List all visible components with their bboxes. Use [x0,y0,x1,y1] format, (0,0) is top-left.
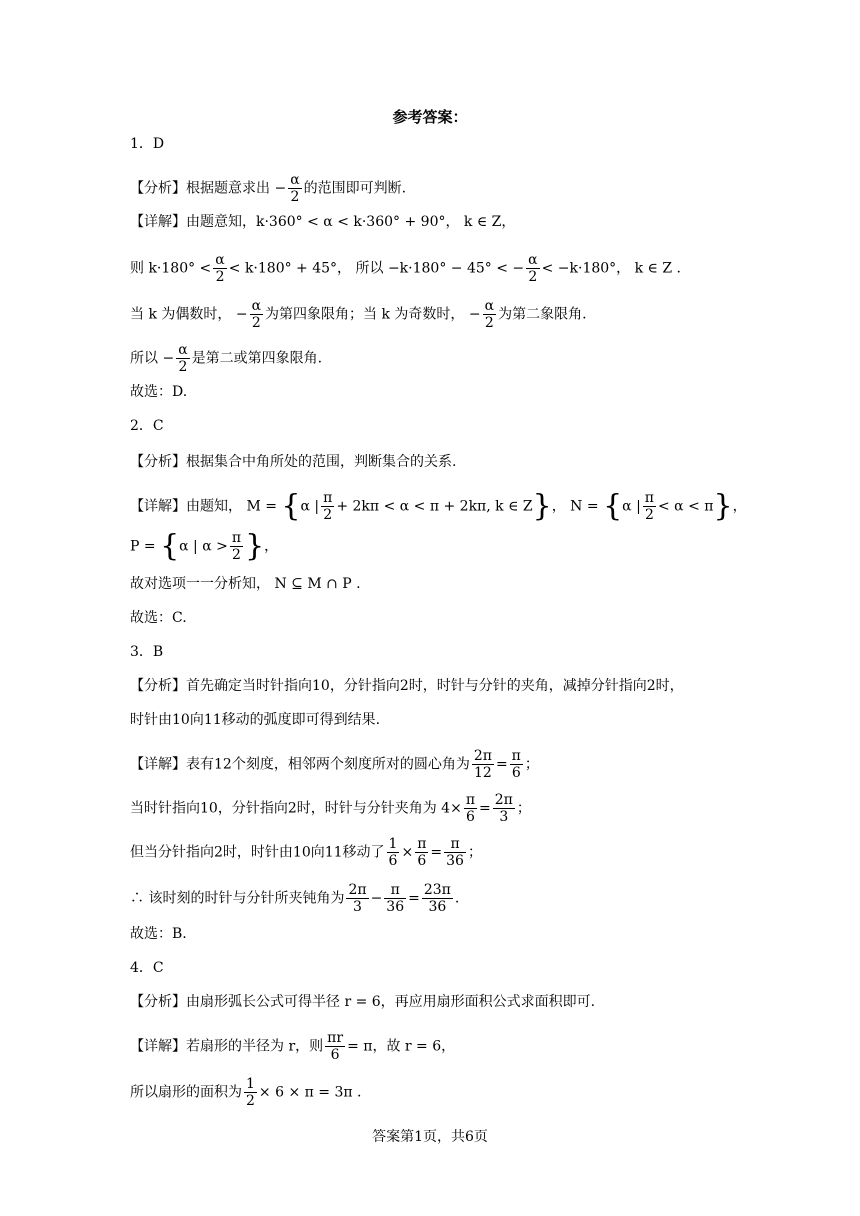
right-brace: } [713,488,733,524]
frac-den: 36 [386,899,405,915]
fraction-pi-2 [230,530,243,563]
fraction-pi-36 [444,836,466,869]
q3-analysis-2: 时针由10向11移动的弧度即可得到结果. [130,712,381,728]
detail-tag: 【详解】 [130,756,186,773]
frac-den: 2 [644,507,654,523]
q2-detail-1 [130,490,747,523]
fraction-alpha-2 [288,172,301,205]
analysis-tag: 【分析】 [130,454,186,470]
detail-text: 为第四象限角；当 k 为奇数时， − [265,306,481,323]
detail-text: = [430,844,443,861]
detail-text: 由题意知，k·360° < α < k·360° + 90°， k ∈ Z， [186,214,516,230]
frac-num: α [178,342,188,358]
q3-detail-2 [130,792,531,825]
detail-text: α | [300,498,320,515]
frac-num: π [417,836,427,852]
fraction-2pi-12 [472,748,494,781]
left-brace: { [281,488,301,524]
analysis-tag: 【分析】 [130,180,186,197]
q1-detail-1 [130,212,515,232]
frac-den: 3 [499,809,509,825]
frac-num: π [384,882,406,899]
frac-den: 2 [215,269,225,285]
fraction-pi-36 [384,882,406,915]
frac-den: 6 [330,1047,340,1063]
analysis-text: 首先确定当时针指向10，分针指向2时，时针与分针的夹角，减掉分针指向2时， [186,678,684,694]
q2-head: 2．C [130,418,164,434]
frac-num: α [215,252,225,268]
frac-den: 2 [246,1093,255,1109]
q1-analysis: 【分析】根据题意求出 − $\frac{\alpha}{2}$ 的范围即可判断. [130,172,407,205]
fraction-2pi-3 [346,882,368,915]
frac-den: 36 [428,899,447,915]
frac-num: π [444,836,466,853]
q3-head: 3．B [130,644,164,660]
frac-den: 6 [388,853,398,869]
detail-text: ∴ 该时刻的时针与分针所夹钝角为 [130,890,345,907]
frac-num: π [231,530,242,546]
fraction-pi-6 [510,748,523,781]
q3-answer: 故选：B. [130,926,187,942]
right-brace: } [245,528,265,564]
detail-text: α | [622,498,641,515]
frac-den: 2 [178,359,188,375]
frac-den: 2 [323,507,333,523]
frac-num: α [251,298,262,314]
q1-detail-2 [130,252,681,285]
frac-num: π [644,490,654,506]
detail-text: 则 k·180° < [130,260,212,277]
detail-text: < −k·180°， k ∈ Z . [541,260,682,277]
fraction-1-2 [244,1076,257,1109]
q4-detail-1 [130,1030,455,1063]
q2-detail-2 [130,530,278,563]
detail-text: 是第二或第四象限角. [191,350,323,367]
detail-text: = π，故 r = 6， [347,1038,456,1055]
page-footer: 答案第1页，共6页 [372,1129,488,1145]
left-brace: { [603,488,623,524]
detail-text: ， [732,498,747,515]
detail-text: < α < π [658,498,714,515]
frac-num: α [484,298,495,314]
frac-num: πr [327,1030,344,1046]
q4-analysis [130,992,595,1012]
frac-den: 36 [446,853,464,869]
analysis-text: 根据题意求出 [186,180,270,197]
frac-den: 2 [232,547,241,563]
detail-text: − [370,890,383,907]
detail-tag: 【详解】 [130,214,186,230]
detail-text: ， [264,538,279,555]
frac-num: π [323,490,333,506]
q2-analysis [130,452,456,472]
fraction-pir-6 [325,1030,345,1063]
q3-detail-3 [130,836,482,869]
detail-text: 但当分针指向2时，时针由10向11移动了 [130,844,385,861]
q4-head: 4．C [130,960,164,976]
detail-text: = [495,756,508,773]
detail-text: 为第二象限角. [498,306,587,323]
detail-text: × [401,844,414,861]
analysis-text: 根据集合中角所处的范围，判断集合的关系. [186,454,457,470]
detail-text: + 2kπ < α < π + 2kπ, k ∈ Z [336,498,533,515]
detail-text: = [479,800,491,817]
frac-num: π [465,792,476,808]
q1-detail-4 [130,342,322,375]
frac-den: 6 [417,853,427,869]
detail-text: < k·180° + 45°， 所以 −k·180° − 45° < − [228,260,525,277]
q2-detail-3: 故对选项一一分析知， N ⊆ M ∩ P . [130,576,361,592]
frac-num: 1 [388,836,398,852]
q4-detail-2 [130,1076,361,1109]
detail-text: ， N = [551,498,604,515]
detail-text: 若扇形的半径为 r，则 [186,1038,324,1055]
frac-num: π [511,748,521,764]
q3-detail-1 [130,748,539,781]
detail-text: . [454,890,460,907]
detail-text: 当 k 为偶数时， − [130,306,248,323]
frac-num: 2π [494,792,513,808]
detail-tag: 【详解】 [130,498,186,515]
detail-text: = [408,890,420,907]
fraction-1-6 [387,836,400,869]
q2-answer: 故选：C. [130,610,187,626]
analysis-text: 的范围即可判断. [303,180,407,197]
frac-den: 12 [473,765,492,781]
page-title: 参考答案： [392,108,468,126]
frac-num: 1 [246,1076,255,1092]
frac-den: 6 [511,765,521,781]
detail-text: ； [467,844,482,861]
detail-text: 由题知， M = [186,498,282,515]
q1-head: 1．D [130,136,165,152]
detail-text: 表有12个刻度，相邻两个刻度所对的圆心角为 [186,756,470,773]
fraction-2pi-3 [493,792,515,825]
fraction-alpha-2 [176,342,189,375]
detail-text: 所以扇形的面积为 [130,1084,242,1101]
fraction-pi-2 [321,490,334,523]
frac-den: 6 [465,809,475,825]
analysis-tag: 【分析】 [130,994,186,1010]
fraction-23pi-36 [422,882,453,915]
frac-den: 2 [528,269,538,285]
fraction-alpha-2 [483,298,496,331]
frac-num: 2π [348,882,367,898]
detail-text: P = [130,538,161,555]
frac-num: α [290,172,300,188]
frac-den: 2 [484,315,494,331]
frac-num: 2π [473,748,492,764]
q1-detail-3 [130,298,587,331]
fraction-alpha-2 [250,298,263,331]
fraction-pi-6 [415,836,428,869]
detail-text: ； [524,756,539,773]
fraction-pi-6 [464,792,477,825]
frac-num: α [528,252,538,268]
left-brace: { [160,528,180,564]
detail-text: × 6 × π = 3π . [258,1084,362,1101]
fraction-alpha-2 [526,252,539,285]
analysis-tag: 【分析】 [130,678,186,694]
detail-text: α | α > [179,538,228,555]
detail-text: ； [516,800,531,817]
right-brace: } [532,488,552,524]
fraction-alpha-2 [213,252,226,285]
detail-text: 当时针指向10，分针指向2时，时针与分针夹角为 4× [130,800,462,817]
frac-den: 2 [251,315,261,331]
analysis-text: 由扇形弧长公式可得半径 r = 6，再应用扇形面积公式求面积即可. [186,994,596,1010]
q3-analysis-1 [130,676,684,696]
frac-den: 2 [290,189,300,205]
q1-answer: 故选：D. [130,384,188,400]
detail-text: 所以 − [130,350,175,367]
q3-detail-4 [130,882,459,915]
fraction-pi-2 [643,490,656,523]
frac-num: 23π [423,882,451,898]
frac-den: 3 [353,899,362,915]
detail-tag: 【详解】 [130,1038,186,1055]
